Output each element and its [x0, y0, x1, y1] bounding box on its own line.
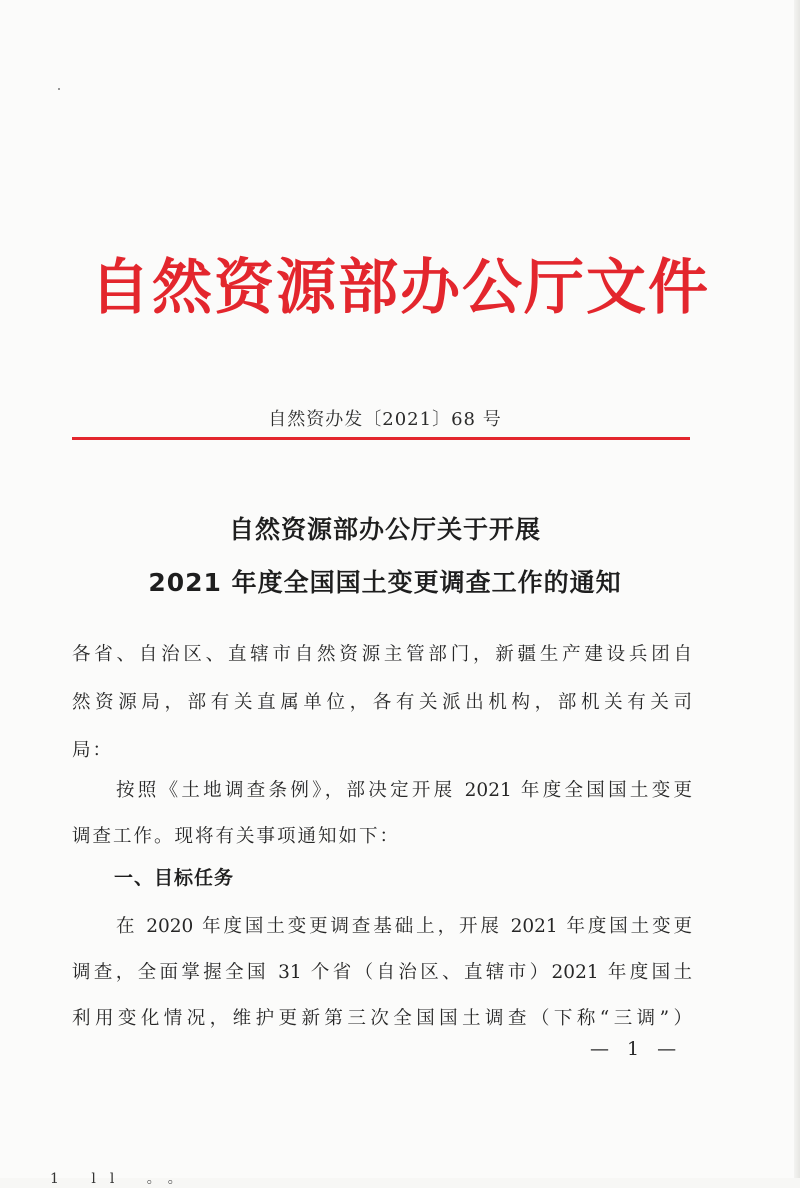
recipients-line-1: 各省、自治区、直辖市自然资源主管部门，新疆生产建设兵团自	[72, 644, 692, 665]
red-divider-line	[72, 437, 690, 440]
intro-line-1: 按照《土地调查条例》，部决定开展 2021 年度全国国土变更	[116, 780, 692, 801]
intro-line-2: 调查工作。现将有关事项通知如下：	[72, 826, 401, 847]
next-page-fragment: 1 ll 。。	[50, 1171, 196, 1187]
scan-speck	[58, 88, 60, 90]
recipients-line-2: 然资源局，部有关直属单位，各有关派出机构，部机关有关司	[72, 692, 692, 713]
issuer-banner: 自然资源部办公厅文件	[90, 253, 710, 323]
section1-line-2: 调查，全面掌握全国 31 个省（自治区、直辖市）2021 年度国土	[72, 962, 692, 983]
page-number: — 1 —	[590, 1038, 683, 1060]
document-title-line-1: 自然资源部办公厅关于开展	[228, 515, 541, 544]
section1-line-1: 在 2020 年度国土变更调查基础上，开展 2021 年度国土变更	[116, 916, 692, 937]
section-heading-goals: 一、目标任务	[114, 867, 235, 889]
section1-line-3: 利用变化情况，维护更新第三次全国国土调查（下称“三调”）	[72, 1008, 692, 1029]
recipients-line-3: 局：	[72, 740, 114, 761]
document-number: 自然资办发〔2021〕68 号	[268, 409, 502, 430]
document-title-line-2: 2021 年度全国国土变更调查工作的通知	[148, 568, 622, 597]
